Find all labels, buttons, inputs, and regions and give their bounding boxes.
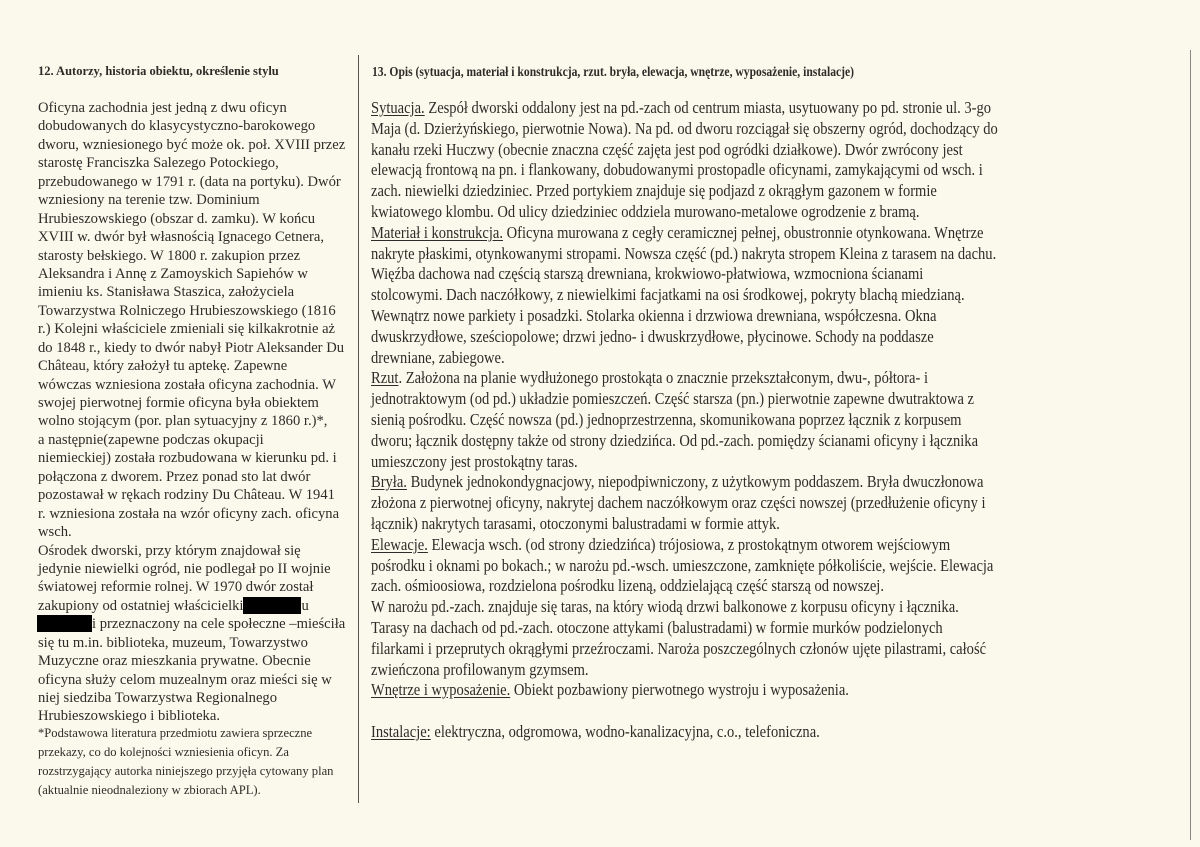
text-line: r.) Kolejni właściciele zmieniali się kilkakrotnie aż (38, 321, 336, 338)
section-label: Wnętrze i wyposażenie. (371, 680, 511, 700)
text-line: Hrubieszowskiego i biblioteka. (38, 708, 220, 725)
text-segment: Więźba dachowa nad częścią starszą drewniana, krokwiowo-płatwiowa, wzmocniona ścianami (371, 264, 924, 284)
text-line: dworu, wzniesionego być może ok. poł. XVIII przez (38, 136, 346, 153)
text-line: Ośrodek dworski, przy którym znajdował się (38, 542, 301, 559)
text-line: oficyna służy celom muzealnym oraz mieści się w (38, 671, 332, 688)
text-line (38, 615, 345, 633)
text-segment: złożona z pierwotnej oficyny, nakrytej dachem naczółkowym oraz części nowszej (przedłużenie oficyny i (371, 493, 986, 513)
text-line (371, 223, 998, 244)
text-segment: dwuskrzydłowe, sześciopolowe; drzwi jedno- i dwuskrzydłowe, płycinowe. Schody na poddasze (371, 326, 934, 346)
text-segment: zakupiony od ostatniej właścicielki (38, 597, 244, 614)
text-segment: zach. ośmioosiowa, rozdzielona pośrodku lizeną, oddzielającą część starszą od nowszej. (371, 576, 884, 596)
text-segment: elewacją frontową na pn. i flankowany, dobudowanymi prostopadle oficynami, zamykającymi od wsch. i (371, 160, 983, 180)
text-line: niemieckiej) została rozbudowana w kierunku pd. i (38, 450, 337, 467)
text-segment: sienią pośrodku. Część nowsza (pd.) jednoprzestrzenna, skomunikowana poprzez łącznik z korpusem (371, 409, 962, 429)
text-segment: łącznik) nakrytych tarasami, otoczonymi balustradami w formie attyk. (371, 513, 780, 533)
redacted-name (243, 597, 301, 614)
text-line: Towarzystwa Rolniczego Hrubieszowskiego (1816 (38, 302, 336, 319)
text-segment: zwieńczona profilowanym gzymsem. (371, 659, 589, 679)
text-line: pozostawał w rękach rodziny Du Château. W 1941 (38, 487, 335, 504)
section-label: Sytuacja. (371, 98, 425, 117)
description-text (371, 98, 1104, 743)
section-label: Materiał i konstrukcja. (371, 222, 503, 242)
text-line (371, 639, 998, 660)
text-line (371, 285, 998, 306)
column-divider (358, 55, 359, 803)
text-line: wsch. (38, 524, 72, 541)
text-line: starostę Franciszka Salezego Potockiego, (38, 155, 279, 172)
text-segment: Obiekt pozbawiony pierwotnego wystroju i wyposażenia. (510, 680, 849, 700)
text-line (371, 472, 998, 493)
text-segment: drewniane, zabiegowe. (371, 347, 505, 367)
spacer (371, 701, 1104, 722)
text-segment: Zespół dworski oddalony jest na pd.-zach od centrum miasta, usytuowany po pd. stronie ul. 3-go (424, 98, 992, 117)
history-text (38, 99, 345, 726)
section-13-heading: 13. Opis (sytuacja, materiał i konstrukcja, rzut. bryła, elewacja, wnętrze, wyposażenie, instalacje) (372, 64, 855, 79)
text-line: starosty bełskiego. W 1800 r. zakupion przez (38, 247, 301, 264)
text-segment: kanału rzeki Huczwy (obecnie znaczna część zajęta jest pod ogródki działkowe). Dwór zwrócony jest (371, 139, 963, 159)
text-line: dobudowanych do klasycystyczno-barokowego (38, 118, 316, 135)
text-line (371, 160, 998, 181)
text-line (371, 202, 998, 223)
text-line (371, 264, 998, 285)
text-segment: nakryte płaskimi, otynkowanymi stropami. Nowsza część (pd.) nakryta stropem Kleina z tarasem na dachu. (371, 243, 997, 263)
text-line (371, 244, 998, 265)
text-segment: filarkami i przeprutych okrągłymi przeźroczami. Naroża poszczególnych członów ujęte pilastrami, całość (371, 638, 987, 658)
text-segment: elektryczna, odgromowa, wodno-kanalizacyjna, c.o., telefoniczna. (430, 721, 820, 741)
text-line: XVIII w. dwór był własnością Ignacego Cetnera, (38, 229, 324, 246)
text-line: Oficyna zachodnia jest jedną z dwu oficyn (38, 100, 287, 116)
text-line (371, 368, 998, 389)
text-line (371, 535, 998, 556)
text-line (371, 680, 998, 701)
text-line (371, 452, 998, 473)
text-line: jedynie niewielki ogród, nie podlegał po II wojnie (38, 560, 331, 577)
text-segment: Oficyna murowana z cegły ceramicznej pełnej, obustronnie otynkowana. Wnętrze (502, 222, 984, 242)
text-line: Aleksandra i Annę z Zamoyskich Sapiehów w (38, 265, 308, 282)
text-line: Hrubieszowskiego (obszar d. zamku). W końcu (38, 210, 316, 227)
text-line: swojej pierwotnej formie oficyna była obiektem (38, 395, 319, 411)
text-line: wolno stojącym (por. plan sytuacyjny z 1860 r.)*, (38, 413, 328, 430)
text-line (371, 493, 998, 514)
text-line: do 1848 r., kiedy to dwór nabył Piotr Aleksander Du (38, 339, 345, 356)
text-line (371, 556, 998, 577)
text-segment: umieszczony jest prostokątny taras. (371, 451, 578, 471)
text-line (371, 306, 998, 327)
text-line: niej siedziba Towarzystwa Regionalnego (38, 690, 278, 706)
footnote-line: *Podstawowa literatura przedmiotu zawiera sprzeczne (38, 726, 313, 740)
text-segment: pośrodku i oknami po bokach.; w narożu pd.-wsch. umieszczone, zamknięte półkoliście, wejście. Elewacja (371, 555, 994, 575)
text-segment: dworu; łącznik dostępny także od strony dziedzińca. Od pd.-zach. pomiędzy ścianami oficyny i łącznika (371, 430, 979, 450)
text-line (371, 597, 998, 618)
text-line: Muzyczne oraz mieszkania prywatne. Obecnie (38, 653, 311, 670)
text-segment: Maja (d. Dzierżyńskiego, pierwotnie Nowa). Na pd. od dworu rozciągał się obszerny ogród, dochodzący do (371, 118, 998, 138)
section-label: Rzut (371, 368, 399, 388)
text-line (371, 618, 998, 639)
text-segment: kwiatowego klombu. Od ulicy dziedziniec oddziela murowano-metalowe ogrodzenie z bramą. (371, 201, 920, 221)
text-line (371, 119, 998, 140)
section-label: Bryła. (371, 472, 407, 492)
text-segment: . Założona na planie wydłużonego prostokąta o znacznie przekształconym, dwu-, półtora- i (398, 368, 928, 388)
redacted-name (37, 615, 92, 632)
text-line (38, 597, 345, 615)
text-segment: i przeznaczony na cele społeczne –mieściła (92, 616, 346, 633)
text-segment: Tarasy na dachach od pd.-zach. otoczone attykami (balustradami) w formie murków podzielonych (371, 617, 943, 637)
text-line: Château, który założył tu aptekę. Zapewne (38, 358, 288, 375)
text-line: wówczas wzniesiona została oficyna zachodnia. W (38, 376, 336, 393)
text-line: wzniesiony na terenie tzw. Dominium (38, 192, 260, 209)
footnote-line: rozstrzygający autorka niniejszego przyjęła cytowany plan (38, 764, 334, 778)
text-segment: Wewnątrz nowe parkiety i posadzki. Stolarka okienna i drzwiowa drewniana, współczesna. Okna (371, 305, 937, 325)
text-line (371, 514, 998, 535)
section-label: Elewacje. (371, 534, 428, 554)
right-border (1190, 50, 1191, 840)
text-line: się tu m.in. biblioteka, muzeum, Towarzystwo (38, 634, 308, 651)
section-12-heading: 12. Autorzy, historia obiektu, określenie stylu (38, 64, 279, 78)
text-line (371, 660, 998, 681)
text-line (371, 181, 998, 202)
text-line: połączona z dworem. Przez ponad sto lat dwór (38, 468, 311, 485)
text-line: przebudowanego w 1791 r. (data na portyku). Dwór (38, 173, 341, 190)
text-line: a następnie(zapewne podczas okupacji (38, 431, 264, 448)
text-segment: u (301, 597, 309, 614)
footnote-line: (aktualnie nieodnaleziony w zbiorach APL). (38, 783, 261, 797)
footnote (38, 724, 333, 800)
text-line: światowej reformie rolnej. W 1970 dwór został (38, 579, 314, 596)
text-line (371, 327, 998, 348)
text-line: imieniu ks. Stanisława Staszica, założyciela (38, 284, 295, 301)
text-segment: W narożu pd.-zach. znajduje się taras, na który wiodą drzwi balkonowe z korpusu oficyny i łącznika. (371, 597, 959, 617)
text-line (371, 140, 998, 161)
text-line (371, 410, 998, 431)
footnote-line: przekazy, co do kolejności wzniesienia oficyn. Za (38, 745, 289, 759)
section-label: Instalacje: (371, 721, 431, 741)
text-line: r. wzniesiona została na wzór oficyny zach. oficyna (38, 505, 340, 522)
text-segment: Budynek jednokondygnacjowy, niepodpiwniczony, z użytkowym poddaszem. Bryła dwuczłonowa (406, 472, 984, 492)
text-line (371, 389, 998, 410)
text-line (371, 722, 998, 743)
text-segment: stolcowymi. Dach naczółkowy, z niewielkimi facjatkami na osi środkowej, pokryty blachą miedzianą. (371, 285, 965, 305)
text-segment: zach. niewielki dziedziniec. Przed portykiem znajduje się podjazd z okrągłym gazonem w formie (371, 181, 937, 201)
text-segment: Elewacja wsch. (od strony dziedzińca) trójosiowa, z prostokątnym otworem wejściowym (427, 534, 951, 554)
text-line (371, 576, 998, 597)
text-segment: jednotraktowym (od pd.) układzie pomieszczeń. Część starsza (pn.) pierwotnie zapewne dwutraktowa z (371, 389, 974, 409)
text-line (371, 98, 998, 119)
text-line (371, 431, 998, 452)
text-line (371, 348, 998, 369)
